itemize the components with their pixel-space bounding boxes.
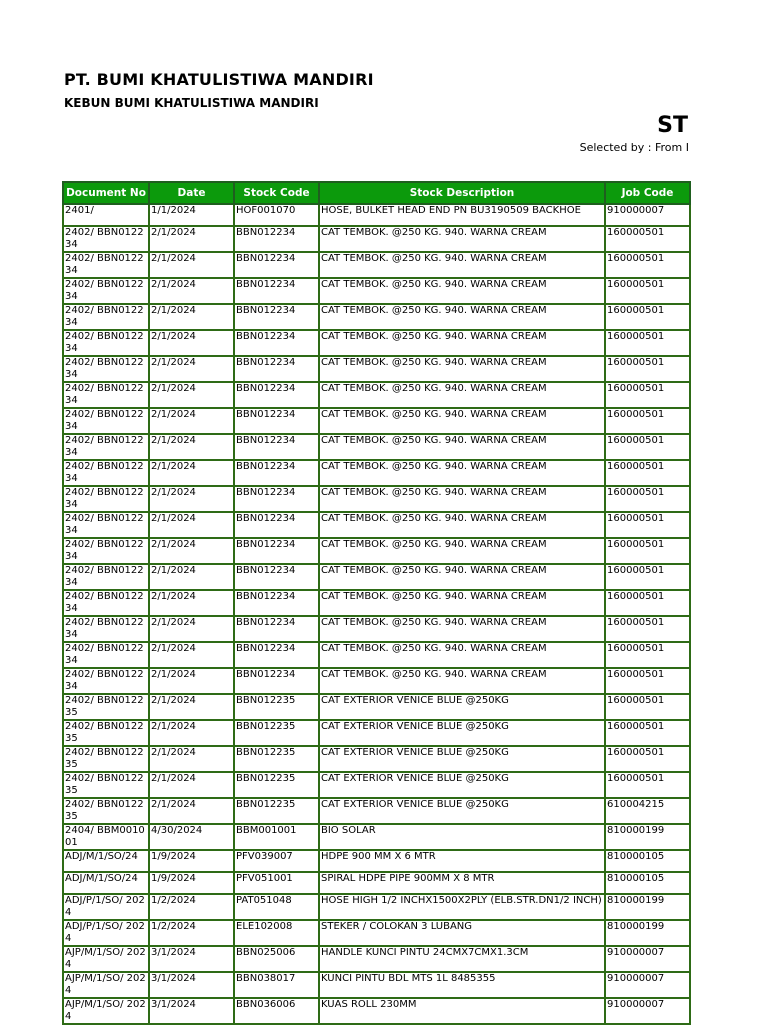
stock-code-cell: HOF001070: [234, 204, 319, 226]
document-no-cell: 2402/ BBN012235: [63, 720, 149, 746]
stock-code-cell: BBN036006: [234, 998, 319, 1024]
document-no-cell: 2402/ BBN012235: [63, 694, 149, 720]
stock-code-cell: BBN012234: [234, 564, 319, 590]
header-row: [63, 182, 690, 204]
stock-description-cell: CAT EXTERIOR VENICE BLUE @250KG: [319, 694, 605, 720]
column-header-document-no: Document No: [63, 182, 149, 204]
document-no-cell: 2402/ BBN012234: [63, 226, 149, 252]
job-code-cell: 160000501: [605, 408, 690, 434]
stock-code-cell: BBN012234: [234, 668, 319, 694]
stock-description-cell: BIO SOLAR: [319, 824, 605, 850]
table-row: [63, 304, 690, 330]
stock-description-cell: CAT TEMBOK. @250 KG. 940. WARNA CREAM: [319, 564, 605, 590]
document-no-cell: 2402/ BBN012234: [63, 252, 149, 278]
stock-description-cell: CAT EXTERIOR VENICE BLUE @250KG: [319, 746, 605, 772]
stock-code-cell: BBN012234: [234, 486, 319, 512]
job-code-cell: 160000501: [605, 564, 690, 590]
table-row: [63, 382, 690, 408]
job-code-cell: 160000501: [605, 616, 690, 642]
document-no-cell: 2404/ BBM001001: [63, 824, 149, 850]
stock-description-cell: CAT TEMBOK. @250 KG. 940. WARNA CREAM: [319, 486, 605, 512]
date-cell: 2/1/2024: [149, 746, 234, 772]
job-code-cell: 160000501: [605, 278, 690, 304]
stock-code-cell: BBN012235: [234, 746, 319, 772]
document-no-cell: 2402/ BBN012234: [63, 590, 149, 616]
stock-description-cell: CAT TEMBOK. @250 KG. 940. WARNA CREAM: [319, 590, 605, 616]
table-row: [63, 460, 690, 486]
date-cell: 2/1/2024: [149, 772, 234, 798]
date-cell: 1/9/2024: [149, 872, 234, 894]
date-cell: 3/1/2024: [149, 972, 234, 998]
stock-code-cell: BBN012235: [234, 772, 319, 798]
table-row: [63, 998, 690, 1024]
table-row: [63, 642, 690, 668]
document-no-cell: 2402/ BBN012234: [63, 642, 149, 668]
document-no-cell: 2402/ BBN012234: [63, 304, 149, 330]
job-code-cell: 160000501: [605, 460, 690, 486]
date-cell: 2/1/2024: [149, 252, 234, 278]
table-row: [63, 434, 690, 460]
stock-description-cell: CAT TEMBOK. @250 KG. 940. WARNA CREAM: [319, 226, 605, 252]
table-row: [63, 798, 690, 824]
stock-description-cell: KUAS ROLL 230MM: [319, 998, 605, 1024]
table-row: [63, 850, 690, 872]
table-row: [63, 720, 690, 746]
table-row: [63, 538, 690, 564]
job-code-cell: 810000199: [605, 920, 690, 946]
table-row: [63, 772, 690, 798]
document-no-cell: ADJ/P/1/SO/ 2024: [63, 894, 149, 920]
table-row: [63, 486, 690, 512]
job-code-cell: 160000501: [605, 512, 690, 538]
document-no-cell: ADJ/M/1/SO/24: [63, 850, 149, 872]
stock-description-cell: CAT TEMBOK. @250 KG. 940. WARNA CREAM: [319, 538, 605, 564]
job-code-cell: 160000501: [605, 330, 690, 356]
document-no-cell: 2402/ BBN012234: [63, 356, 149, 382]
stock-code-cell: BBN012234: [234, 356, 319, 382]
selection-filter: Selected by : From I: [579, 141, 689, 154]
date-cell: 2/1/2024: [149, 330, 234, 356]
table-row: [63, 746, 690, 772]
stock-code-cell: BBN012234: [234, 616, 319, 642]
stock-description-cell: CAT TEMBOK. @250 KG. 940. WARNA CREAM: [319, 382, 605, 408]
document-no-cell: 2402/ BBN012234: [63, 616, 149, 642]
job-code-cell: 160000501: [605, 590, 690, 616]
date-cell: 4/30/2024: [149, 824, 234, 850]
document-no-cell: ADJ/M/1/SO/24: [63, 872, 149, 894]
date-cell: 2/1/2024: [149, 434, 234, 460]
job-code-cell: 910000007: [605, 972, 690, 998]
stock-description-cell: HANDLE KUNCI PINTU 24CMX7CMX1.3CM: [319, 946, 605, 972]
stock-code-cell: BBN012234: [234, 330, 319, 356]
job-code-cell: 160000501: [605, 356, 690, 382]
date-cell: 2/1/2024: [149, 278, 234, 304]
job-code-cell: 160000501: [605, 382, 690, 408]
table-row: [63, 330, 690, 356]
stock-code-cell: BBN012235: [234, 798, 319, 824]
date-cell: 2/1/2024: [149, 460, 234, 486]
date-cell: 2/1/2024: [149, 720, 234, 746]
date-cell: 2/1/2024: [149, 486, 234, 512]
document-no-cell: 2402/ BBN012235: [63, 772, 149, 798]
stock-description-cell: CAT TEMBOK. @250 KG. 940. WARNA CREAM: [319, 512, 605, 538]
date-cell: 2/1/2024: [149, 642, 234, 668]
stock-code-cell: BBN012234: [234, 512, 319, 538]
company-name: PT. BUMI KHATULISTIWA MANDIRI: [64, 70, 374, 89]
stock-code-cell: PFV039007: [234, 850, 319, 872]
stock-description-cell: CAT TEMBOK. @250 KG. 940. WARNA CREAM: [319, 460, 605, 486]
stock-code-cell: BBN012234: [234, 642, 319, 668]
document-no-cell: 2402/ BBN012234: [63, 278, 149, 304]
document-no-cell: 2402/ BBN012234: [63, 460, 149, 486]
stock-description-cell: SPIRAL HDPE PIPE 900MM X 8 MTR: [319, 872, 605, 894]
table-header: [63, 182, 690, 204]
date-cell: 2/1/2024: [149, 226, 234, 252]
date-cell: 1/2/2024: [149, 894, 234, 920]
document-no-cell: 2401/: [63, 204, 149, 226]
document-no-cell: 2402/ BBN012234: [63, 382, 149, 408]
report-code: ST: [657, 113, 688, 138]
stock-code-cell: BBN012234: [234, 434, 319, 460]
document-no-cell: 2402/ BBN012234: [63, 330, 149, 356]
table-row: [63, 824, 690, 850]
column-header-job-code: Job Code: [605, 182, 690, 204]
stock-description-cell: CAT TEMBOK. @250 KG. 940. WARNA CREAM: [319, 252, 605, 278]
job-code-cell: 160000501: [605, 720, 690, 746]
stock-code-cell: BBN012234: [234, 408, 319, 434]
job-code-cell: 160000501: [605, 694, 690, 720]
table-body: [63, 204, 690, 1024]
job-code-cell: 160000501: [605, 304, 690, 330]
job-code-cell: 910000007: [605, 204, 690, 226]
table-row: [63, 894, 690, 920]
document-no-cell: 2402/ BBN012234: [63, 538, 149, 564]
date-cell: 2/1/2024: [149, 356, 234, 382]
stock-table: [62, 181, 691, 1025]
stock-code-cell: PFV051001: [234, 872, 319, 894]
document-no-cell: 2402/ BBN012234: [63, 434, 149, 460]
stock-description-cell: CAT TEMBOK. @250 KG. 940. WARNA CREAM: [319, 408, 605, 434]
column-header-stock-description: Stock Description: [319, 182, 605, 204]
table-row: [63, 204, 690, 226]
table-row: [63, 668, 690, 694]
stock-code-cell: BBN012234: [234, 304, 319, 330]
date-cell: 2/1/2024: [149, 382, 234, 408]
date-cell: 2/1/2024: [149, 668, 234, 694]
stock-code-cell: BBN012234: [234, 278, 319, 304]
column-header-date: Date: [149, 182, 234, 204]
stock-description-cell: CAT TEMBOK. @250 KG. 940. WARNA CREAM: [319, 356, 605, 382]
date-cell: 1/2/2024: [149, 920, 234, 946]
column-header-stock-code: Stock Code: [234, 182, 319, 204]
table-row: [63, 972, 690, 998]
table-row: [63, 356, 690, 382]
date-cell: 2/1/2024: [149, 304, 234, 330]
stock-description-cell: CAT TEMBOK. @250 KG. 940. WARNA CREAM: [319, 330, 605, 356]
table-row: [63, 946, 690, 972]
job-code-cell: 160000501: [605, 668, 690, 694]
table-row: [63, 920, 690, 946]
stock-description-cell: STEKER / COLOKAN 3 LUBANG: [319, 920, 605, 946]
stock-code-cell: BBN025006: [234, 946, 319, 972]
stock-code-cell: BBN012234: [234, 252, 319, 278]
date-cell: 2/1/2024: [149, 616, 234, 642]
table-row: [63, 408, 690, 434]
document-no-cell: AJP/M/1/SO/ 2024: [63, 972, 149, 998]
stock-description-cell: CAT TEMBOK. @250 KG. 940. WARNA CREAM: [319, 668, 605, 694]
table-row: [63, 226, 690, 252]
stock-description-cell: CAT TEMBOK. @250 KG. 940. WARNA CREAM: [319, 642, 605, 668]
stock-description-cell: CAT TEMBOK. @250 KG. 940. WARNA CREAM: [319, 278, 605, 304]
date-cell: 1/1/2024: [149, 204, 234, 226]
job-code-cell: 160000501: [605, 434, 690, 460]
date-cell: 1/9/2024: [149, 850, 234, 872]
job-code-cell: 810000105: [605, 872, 690, 894]
stock-code-cell: BBN012235: [234, 720, 319, 746]
table-row: [63, 512, 690, 538]
stock-code-cell: BBN012234: [234, 226, 319, 252]
job-code-cell: 810000199: [605, 894, 690, 920]
table-row: [63, 872, 690, 894]
stock-description-cell: CAT EXTERIOR VENICE BLUE @250KG: [319, 798, 605, 824]
date-cell: 2/1/2024: [149, 590, 234, 616]
stock-code-cell: ELE102008: [234, 920, 319, 946]
table-row: [63, 252, 690, 278]
document-no-cell: 2402/ BBN012234: [63, 408, 149, 434]
document-no-cell: 2402/ BBN012234: [63, 668, 149, 694]
stock-code-cell: BBM001001: [234, 824, 319, 850]
job-code-cell: 810000199: [605, 824, 690, 850]
date-cell: 2/1/2024: [149, 694, 234, 720]
job-code-cell: 160000501: [605, 746, 690, 772]
document-no-cell: 2402/ BBN012234: [63, 512, 149, 538]
stock-code-cell: BBN012234: [234, 460, 319, 486]
date-cell: 3/1/2024: [149, 998, 234, 1024]
date-cell: 3/1/2024: [149, 946, 234, 972]
job-code-cell: 910000007: [605, 946, 690, 972]
stock-description-cell: CAT EXTERIOR VENICE BLUE @250KG: [319, 772, 605, 798]
document-no-cell: AJP/M/1/SO/ 2024: [63, 946, 149, 972]
stock-description-cell: HOSE, BULKET HEAD END PN BU3190509 BACKHOE: [319, 204, 605, 226]
stock-description-cell: CAT TEMBOK. @250 KG. 940. WARNA CREAM: [319, 304, 605, 330]
job-code-cell: 160000501: [605, 486, 690, 512]
job-code-cell: 160000501: [605, 252, 690, 278]
job-code-cell: 160000501: [605, 642, 690, 668]
table-row: [63, 590, 690, 616]
stock-code-cell: BBN012234: [234, 382, 319, 408]
stock-description-cell: CAT TEMBOK. @250 KG. 940. WARNA CREAM: [319, 434, 605, 460]
job-code-cell: 160000501: [605, 538, 690, 564]
document-no-cell: ADJ/P/1/SO/ 2024: [63, 920, 149, 946]
job-code-cell: 160000501: [605, 772, 690, 798]
document-no-cell: 2402/ BBN012234: [63, 564, 149, 590]
stock-description-cell: CAT TEMBOK. @250 KG. 940. WARNA CREAM: [319, 616, 605, 642]
document-no-cell: AJP/M/1/SO/ 2024: [63, 998, 149, 1024]
stock-description-cell: CAT EXTERIOR VENICE BLUE @250KG: [319, 720, 605, 746]
stock-code-cell: BBN012235: [234, 694, 319, 720]
job-code-cell: 810000105: [605, 850, 690, 872]
document-no-cell: 2402/ BBN012235: [63, 798, 149, 824]
table-row: [63, 616, 690, 642]
job-code-cell: 610004215: [605, 798, 690, 824]
stock-description-cell: HOSE HIGH 1/2 INCHX1500X2PLY (ELB.STR.DN1/2 INCH): [319, 894, 605, 920]
estate-name: KEBUN BUMI KHATULISTIWA MANDIRI: [64, 96, 319, 110]
job-code-cell: 910000007: [605, 998, 690, 1024]
document-no-cell: 2402/ BBN012235: [63, 746, 149, 772]
date-cell: 2/1/2024: [149, 512, 234, 538]
stock-code-cell: BBN012234: [234, 590, 319, 616]
table-row: [63, 564, 690, 590]
job-code-cell: 160000501: [605, 226, 690, 252]
stock-description-cell: KUNCI PINTU BDL MTS 1L 8485355: [319, 972, 605, 998]
stock-code-cell: PAT051048: [234, 894, 319, 920]
date-cell: 2/1/2024: [149, 564, 234, 590]
date-cell: 2/1/2024: [149, 538, 234, 564]
stock-description-cell: HDPE 900 MM X 6 MTR: [319, 850, 605, 872]
stock-code-cell: BBN012234: [234, 538, 319, 564]
stock-code-cell: BBN038017: [234, 972, 319, 998]
table-row: [63, 278, 690, 304]
document-no-cell: 2402/ BBN012234: [63, 486, 149, 512]
table-row: [63, 694, 690, 720]
date-cell: 2/1/2024: [149, 408, 234, 434]
date-cell: 2/1/2024: [149, 798, 234, 824]
